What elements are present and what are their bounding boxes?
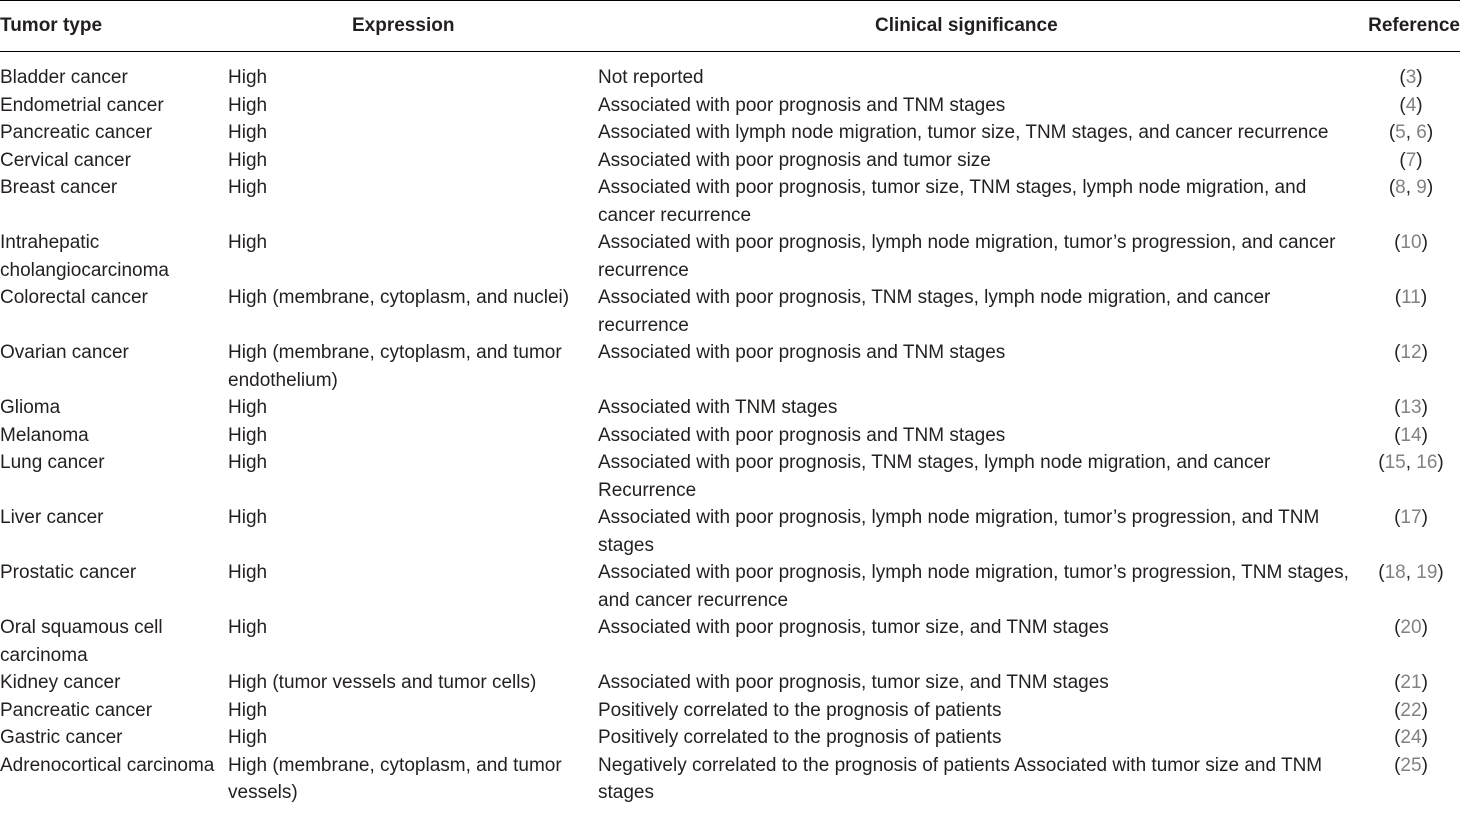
clinical-significance-cell: Associated with poor prognosis, tumor size, and TNM stages — [598, 672, 1109, 693]
table-row — [0, 229, 1460, 284]
citation-link[interactable]: 14 — [1400, 424, 1422, 446]
tumor-type-cell: Ovarian cancer — [0, 342, 129, 363]
expression-cell: High — [228, 699, 268, 721]
expression-cell: High — [228, 122, 268, 143]
expression-cell: High — [228, 562, 268, 583]
tumor-type-cell: Lung cancer — [0, 452, 105, 473]
reference-cell: (8, 9) — [1388, 177, 1434, 198]
expression-cell: High — [228, 617, 268, 638]
table-row — [0, 752, 1460, 807]
citation-link[interactable]: 3 — [1405, 67, 1417, 88]
clinical-significance-cell: Not reported — [598, 67, 704, 88]
citation-link[interactable]: 10 — [1400, 232, 1422, 253]
table-row — [0, 174, 1460, 229]
citation-link[interactable]: 20 — [1400, 617, 1422, 638]
table-row — [0, 119, 1460, 147]
tumor-type-cell: Adrenocortical carcinoma — [0, 754, 215, 776]
clinical-significance-cell: Associated with poor prognosis and TNM stages — [598, 94, 1006, 116]
table-row — [0, 724, 1460, 752]
reference-cell: (12) — [1394, 342, 1428, 363]
expression-cell: High (membrane, cytoplasm, and tumor endothelium) — [228, 342, 562, 391]
tumor-type-cell: Glioma — [0, 397, 61, 418]
tumor-type-cell: Gastric cancer — [0, 727, 123, 748]
clinical-significance-cell: Associated with lymph node migration, tumor size, TNM stages, and cancer recurrence — [598, 122, 1329, 143]
expression-cell: High — [228, 232, 268, 253]
table-row — [0, 92, 1460, 120]
clinical-significance-cell: Associated with poor prognosis, lymph node migration, tumor’s progression, TNM stages, and cancer recurrence — [598, 562, 1349, 611]
clinical-significance-cell: Associated with TNM stages — [598, 397, 838, 418]
citation-link[interactable]: 8 — [1395, 177, 1406, 198]
citation-link[interactable]: 21 — [1400, 672, 1422, 693]
header-expression: Expression — [352, 15, 455, 37]
clinical-significance-cell: Positively correlated to the prognosis of patients — [598, 727, 1002, 748]
tumor-type-cell: Liver cancer — [0, 507, 104, 528]
expression-cell: High — [228, 94, 268, 116]
reference-cell: (22) — [1394, 699, 1428, 721]
expression-cell: High — [228, 452, 268, 473]
citation-link[interactable]: 12 — [1400, 342, 1422, 363]
expression-cell: High — [228, 507, 268, 528]
header-reference: Reference — [1368, 15, 1460, 37]
citation-link[interactable]: 15 — [1384, 452, 1406, 473]
reference-cell: (18, 19) — [1378, 562, 1444, 583]
table-row — [0, 394, 1460, 422]
reference-cell: (11) — [1394, 287, 1428, 308]
citation-link[interactable]: 13 — [1400, 397, 1422, 418]
citation-link[interactable]: 11 — [1401, 287, 1421, 308]
reference-cell: (14) — [1394, 424, 1428, 446]
table-row — [0, 559, 1460, 614]
reference-cell: (20) — [1394, 617, 1428, 638]
tumor-type-cell: Colorectal cancer — [0, 287, 148, 308]
reference-cell: (13) — [1394, 397, 1428, 418]
header-clinical-significance: Clinical significance — [875, 15, 1058, 37]
table-row — [0, 422, 1460, 450]
table-row — [0, 52, 1460, 92]
table-row — [0, 284, 1460, 339]
citation-link[interactable]: 9 — [1416, 177, 1427, 198]
expression-cell: High — [228, 177, 268, 198]
reference-cell: (21) — [1394, 672, 1428, 693]
reference-cell: (7) — [1399, 149, 1423, 171]
citation-link[interactable]: 4 — [1405, 94, 1417, 116]
tumor-type-cell: Melanoma — [0, 424, 89, 446]
expression-cell: High — [228, 424, 268, 446]
reference-cell: (3) — [1399, 67, 1423, 88]
reference-cell: (24) — [1394, 727, 1428, 748]
table-row — [0, 504, 1460, 559]
expression-cell: High — [228, 397, 268, 418]
tumor-type-cell: Bladder cancer — [0, 67, 128, 88]
clinical-significance-cell: Associated with poor prognosis, tumor size, and TNM stages — [598, 617, 1109, 638]
table-row — [0, 697, 1460, 725]
clinical-significance-cell: Associated with poor prognosis, tumor size, TNM stages, lymph node migration, and cancer recurrence — [598, 177, 1307, 226]
citation-link[interactable]: 25 — [1400, 754, 1422, 776]
tumor-type-cell: Prostatic cancer — [0, 562, 137, 583]
tumor-type-cell: Kidney cancer — [0, 672, 121, 693]
tumor-type-cell: Oral squamous cell carcinoma — [0, 617, 163, 666]
clinical-significance-cell: Associated with poor prognosis and tumor size — [598, 149, 991, 171]
clinical-significance-cell: Associated with poor prognosis, TNM stages, lymph node migration, and cancer recurrence — [598, 287, 1271, 336]
clinical-significance-cell: Associated with poor prognosis, TNM stages, lymph node migration, and cancer Recurrence — [598, 452, 1271, 501]
reference-cell: (10) — [1394, 232, 1428, 253]
expression-cell: High — [228, 727, 268, 748]
citation-link[interactable]: 6 — [1416, 122, 1427, 143]
citation-link[interactable]: 16 — [1416, 452, 1438, 473]
tumor-type-cell: Pancreatic cancer — [0, 699, 153, 721]
tumor-type-cell: Intrahepatic cholangiocarcinoma — [0, 232, 169, 281]
table-header-row — [0, 1, 1460, 52]
citation-link[interactable]: 17 — [1400, 507, 1422, 528]
clinical-significance-cell: Associated with poor prognosis, lymph node migration, tumor’s progression, and cancer recurrence — [598, 232, 1336, 281]
expression-cell: High (membrane, cytoplasm, and nuclei) — [228, 287, 570, 308]
tumor-type-cell: Endometrial cancer — [0, 94, 164, 116]
expression-cell: High (membrane, cytoplasm, and tumor vessels) — [228, 754, 562, 803]
table-row — [0, 614, 1460, 669]
table-row — [0, 669, 1460, 697]
table-row — [0, 147, 1460, 175]
clinical-significance-cell: Associated with poor prognosis and TNM stages — [598, 342, 1006, 363]
citation-link[interactable]: 22 — [1400, 699, 1422, 721]
expression-cell: High — [228, 67, 268, 88]
citation-link[interactable]: 7 — [1405, 149, 1417, 171]
expression-cell: High — [228, 149, 268, 171]
tumor-type-cell: Cervical cancer — [0, 149, 131, 171]
citation-link[interactable]: 18 — [1384, 562, 1406, 583]
reference-cell: (4) — [1399, 94, 1423, 116]
clinical-significance-cell: Associated with poor prognosis, lymph node migration, tumor’s progression, and TNM stages — [598, 507, 1320, 556]
clinical-significance-cell: Positively correlated to the prognosis of patients — [598, 699, 1002, 721]
tumor-type-cell: Breast cancer — [0, 177, 118, 198]
reference-cell: (17) — [1394, 507, 1428, 528]
citation-link[interactable]: 5 — [1395, 122, 1406, 143]
clinical-significance-cell: Associated with poor prognosis and TNM stages — [598, 424, 1006, 446]
header-tumor-type: Tumor type — [0, 15, 103, 37]
expression-cell: High (tumor vessels and tumor cells) — [228, 672, 537, 693]
table-row — [0, 339, 1460, 394]
table-row — [0, 449, 1460, 504]
reference-cell: (25) — [1394, 754, 1428, 776]
reference-cell: (15, 16) — [1378, 452, 1444, 473]
citation-link[interactable]: 19 — [1416, 562, 1438, 583]
clinical-significance-cell: Negatively correlated to the prognosis of patients Associated with tumor size and TNM stages — [598, 754, 1323, 803]
citation-link[interactable]: 24 — [1400, 727, 1422, 748]
tumor-type-cell: Pancreatic cancer — [0, 122, 153, 143]
reference-cell: (5, 6) — [1388, 122, 1434, 143]
table-body — [0, 52, 1460, 807]
